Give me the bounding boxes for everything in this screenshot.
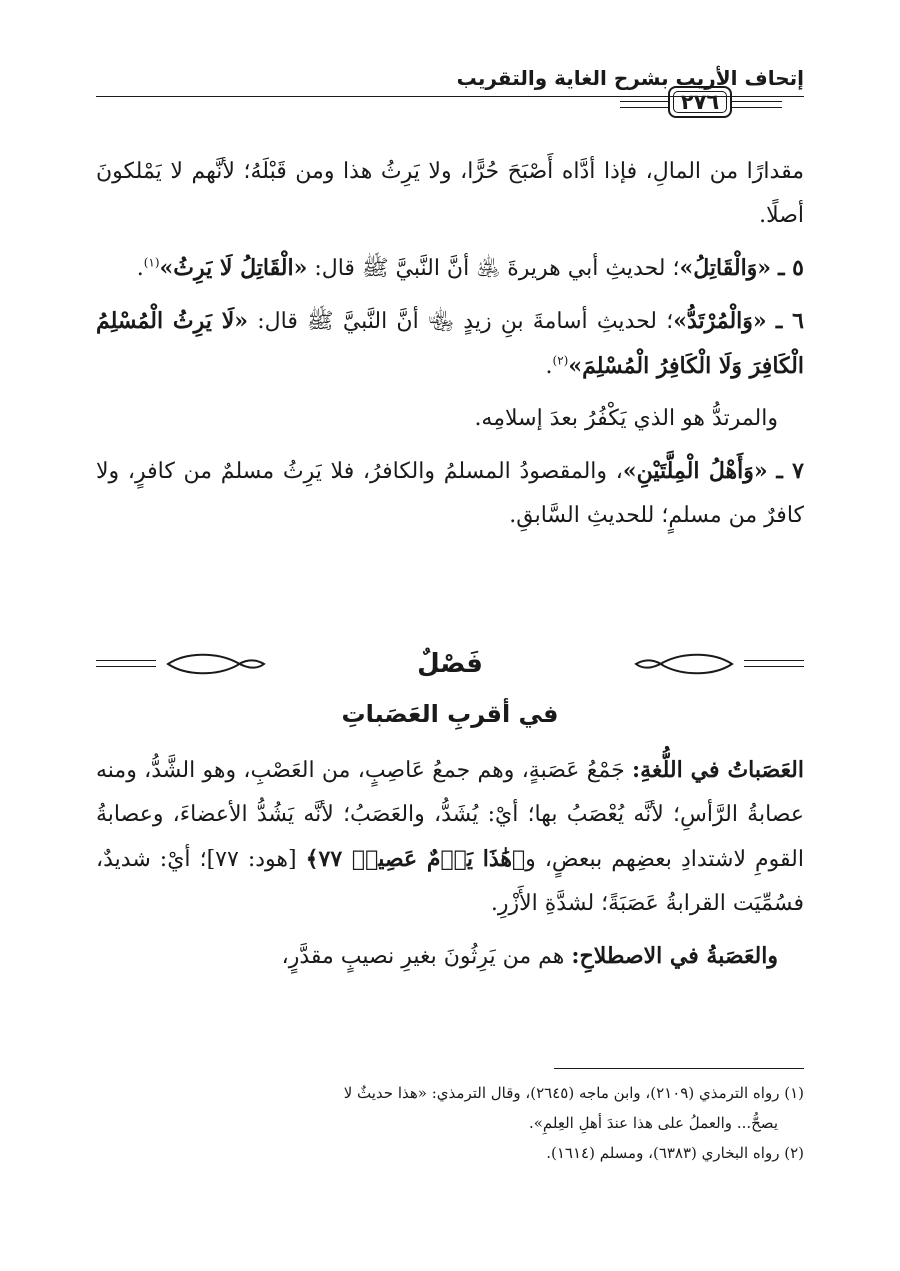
footnote-ref: (٢)	[552, 353, 569, 368]
footnotes	[96, 1078, 804, 1168]
hadith-text: «لَا يَرِثُ الْمُسْلِمُ الْكَافِرَ وَلَا الْكَافِرُ الْمُسْلِمَ»	[96, 308, 804, 379]
footnote-2: (٢) رواه البخاري (٦٣٨٣)، ومسلم (١٦١٤).	[546, 1144, 804, 1162]
section-title: فَصْلٌ	[417, 649, 483, 679]
ornament-rule-left	[96, 660, 156, 667]
section-heading: في أقربِ العَصَباتِ	[341, 700, 559, 728]
item-number: ٥ ـ	[778, 255, 804, 281]
sentence-end: .	[545, 354, 553, 379]
quran-verse: ﴿هَٰذَا يَوۡمٌ عَصِيبٞ ٧٧﴾	[305, 846, 526, 872]
paragraph-technical	[96, 934, 804, 979]
paragraph-1: مقدارًا من المالِ، فإذا أدَّاه أَصْبَحَ حُرًّا، ولا يَرِثُ هذا ومن قَبْلَهُ؛ لأنَّهم لا يَمْلكونَ أصلًا.	[96, 159, 804, 228]
item-text: ، والمقصودُ المسلمُ والكافرُ، فلا يَرِثُ مسلمٌ من كافرٍ، ولا كافرٌ من مسلمٍ؛ للحديثِ السَّابقِ.	[96, 459, 804, 528]
page-number-ornament-right	[732, 101, 782, 108]
paragraph-apostate-definition: والمرتدُّ هو الذي يَكْفُرُ بعدَ إسلامِه.	[474, 406, 778, 431]
footnote-ref: (١)	[143, 255, 160, 270]
item-number: ٧ ـ	[776, 458, 804, 484]
sentence-end: .	[136, 256, 144, 281]
ornament-swirl-left	[166, 648, 266, 680]
item-term: «وَأَهْلُ الْمِلَّتَيْنِ»	[622, 458, 768, 484]
item-number: ٦ ـ	[775, 308, 804, 334]
page-number-ornament-left	[620, 101, 668, 108]
body-text-bottom	[96, 748, 804, 979]
definition-text: هم من يَرِثُونَ بغيرِ نصيبٍ مقدَّرٍ،	[281, 944, 565, 969]
item-term: «وَالْمُرْتَدُّ»	[673, 308, 767, 334]
section-ornament	[96, 648, 804, 688]
paragraph-killer	[96, 246, 804, 291]
page-number: ٢٧٦	[680, 90, 720, 114]
paragraph-two-religions	[96, 449, 804, 538]
definition-term: والعَصَبةُ في الاصطلاحِ:	[571, 943, 778, 969]
paragraph-linguistic	[96, 748, 804, 926]
item-text: ؛ لحديثِ أبي هريرةَ ﵁ أنَّ النَّبيَّ ﷺ قال:	[314, 256, 680, 281]
footnote-1-continued: يصحُّ... والعملُ على هذا عندَ أهلِ العِلمِ».	[528, 1114, 778, 1132]
running-header-title: إتحاف الأريب بشرح الغاية والتقريب	[456, 66, 804, 90]
body-text-top	[96, 150, 804, 538]
definition-term: العَصَباتُ في اللُّغةِ:	[632, 757, 804, 783]
item-term: «وَالْقَاتِلُ»	[679, 255, 772, 281]
definition-text: جَمْعُ عَصَبةٍ، وهم جمعُ عَاصِبٍ، من العَصْبِ، وهو الشَّدُّ، ومنه عصابةُ الرَّأسِ؛ لأنَّه يُعْصَبُ بها؛ أيْ: يُشَدُّ، والعَصَبُ؛ لأنَّه يَشُدُّ الأعضاءَ، وعصابةُ القومِ لاشتدادِ بعضِهم ببعضٍ، و	[96, 758, 804, 872]
footnote-1: (١) رواه الترمذي (٢١٠٩)، وابن ماجه (٢٦٤٥)، وقال الترمذي: «هذا حديثٌ لا	[343, 1084, 804, 1102]
item-text: ؛ لحديثِ أسامةَ بنِ زيدٍ ﵄ أنَّ النَّبيَّ ﷺ قال:	[257, 309, 674, 334]
hadith-text: «الْقَاتِلُ لَا يَرِثُ»	[159, 255, 308, 281]
paragraph-apostate	[96, 299, 804, 389]
definition-text-continued: [هود: ٧٧]؛ أيْ: شديدٌ، فسُمِّيَت القرابةُ عَصَبَةً؛ لشدَّةِ الأَزْرِ.	[96, 847, 804, 916]
footnote-rule	[554, 1068, 804, 1069]
